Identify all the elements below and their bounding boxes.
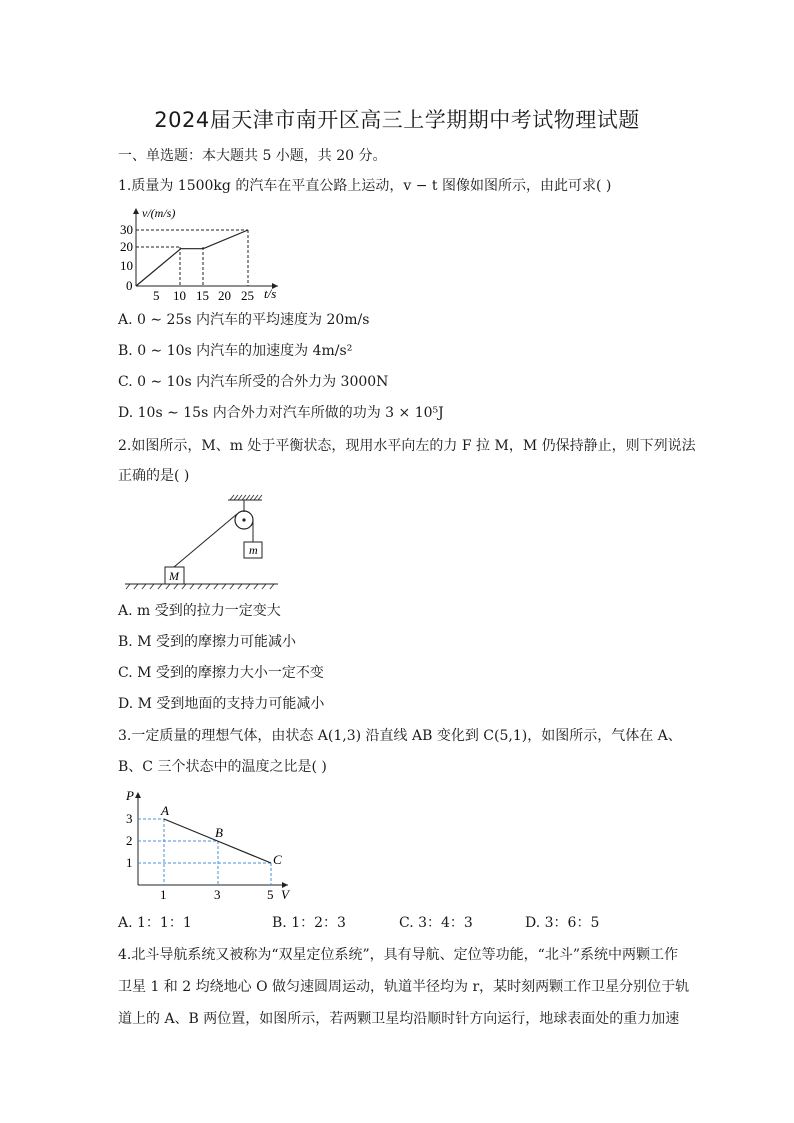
q2-stem-line2: 正确的是( ) [118, 468, 190, 484]
q1-option-a[interactable]: A. 0 ∼ 25s 内汽车的平均速度为 20m/s [118, 312, 370, 328]
q1-xtick-10: 10 [173, 288, 186, 302]
q3-option-b[interactable]: B. 1：2：3 [272, 915, 346, 931]
q3-xtick-1: 1 [160, 887, 167, 902]
q3-xtick-3: 3 [214, 887, 221, 902]
q4-stem-line3: 道上的 A、B 两位置，如图所示，若两颗卫星均沿顺时针方向运行，地球表面处的重力加速 [118, 1011, 680, 1027]
q1-ylabel: v/(m/s) [142, 206, 176, 220]
section-heading: 一、单选题：本大题共 5 小题，共 20 分。 [118, 148, 387, 164]
q3-ylabel: P [126, 788, 134, 803]
q2-option-b[interactable]: B. M 受到的摩擦力可能减小 [118, 634, 296, 650]
q1-ytick-30: 30 [120, 222, 133, 237]
q3-point-a: A [161, 803, 169, 818]
q3-ytick-1: 1 [126, 855, 133, 870]
q3-option-d[interactable]: D. 3：6：5 [525, 915, 600, 931]
q3-pv-chart [118, 786, 298, 902]
q1-xtick-20: 20 [218, 288, 231, 302]
q1-option-c[interactable]: C. 0 ∼ 10s 内汽车所受的合外力为 3000N [118, 374, 389, 390]
q2-option-d[interactable]: D. M 受到地面的支持力可能减小 [118, 696, 325, 712]
q2-rope-slant [174, 514, 237, 567]
q3-point-b: B [215, 825, 223, 840]
q3-y-arrow [135, 792, 141, 798]
q2-pulley-axle [242, 518, 245, 521]
q2-option-a[interactable]: A. m 受到的拉力一定变大 [118, 603, 281, 619]
q4-stem-line1: 4.北斗导航系统又被称为“双星定位系统”，具有导航、定位等功能，“北斗”系统中两颗工作 [118, 947, 678, 963]
q3-ytick-2: 2 [126, 833, 133, 848]
q1-stem: 1.质量为 1500kg 的汽车在平直公路上运动，v − t 图像如图所示，由此可求( ) [118, 178, 612, 194]
q2-pulley-diagram [120, 490, 280, 590]
q1-ytick-0: 0 [126, 278, 133, 293]
q1-y-arrow [133, 208, 139, 214]
q1-ytick-20: 20 [120, 239, 133, 254]
q2-label-M: M [169, 569, 179, 583]
q1-option-d[interactable]: D. 10s ∼ 15s 内合外力对汽车所做的功为 3 × 10⁵J [118, 405, 444, 421]
q1-xlabel: t/s [264, 286, 277, 301]
q3-point-c: C [273, 852, 282, 867]
q2-ground-hatch [126, 584, 274, 589]
q1-option-b[interactable]: B. 0 ∼ 10s 内汽车的加速度为 4m/s² [118, 343, 353, 359]
q2-stem-line1: 2.如图所示，M、m 处于平衡状态，现用水平向左的力 F 拉 M，M 仍保持静止，则下列说法 [118, 438, 696, 454]
q2-label-m: m [249, 543, 258, 557]
q1-series-line [136, 230, 248, 286]
q1-xtick-25: 25 [241, 288, 254, 302]
q1-vt-chart [118, 202, 288, 302]
q3-xtick-5: 5 [267, 887, 274, 902]
q1-ytick-10: 10 [120, 258, 133, 273]
page-title: 2024届天津市南开区高三上学期期中考试物理试题 [154, 108, 640, 132]
q4-stem-line2: 卫星 1 和 2 均绕地心 O 做匀速圆周运动，轨道半径均为 r，某时刻两颗工作卫星分别位于轨 [118, 979, 690, 995]
q3-stem-line1: 3.一定质量的理想气体，由状态 A(1,3) 沿直线 AB 变化到 C(5,1)，如图所示，气体在 A、 [118, 728, 682, 744]
q3-option-c[interactable]: C. 3：4：3 [399, 915, 473, 931]
q1-xtick-5: 5 [153, 288, 160, 302]
q3-option-a[interactable]: A. 1：1：1 [118, 915, 192, 931]
q1-xtick-15: 15 [196, 288, 209, 302]
q3-stem-line2: B、C 三个状态中的温度之比是( ) [118, 759, 327, 775]
q2-ceiling-hatch [230, 495, 262, 500]
q2-option-c[interactable]: C. M 受到的摩擦力大小一定不变 [118, 665, 324, 681]
q3-guides [138, 819, 271, 885]
q3-xlabel: V [281, 887, 289, 902]
q3-ytick-3: 3 [126, 811, 133, 826]
